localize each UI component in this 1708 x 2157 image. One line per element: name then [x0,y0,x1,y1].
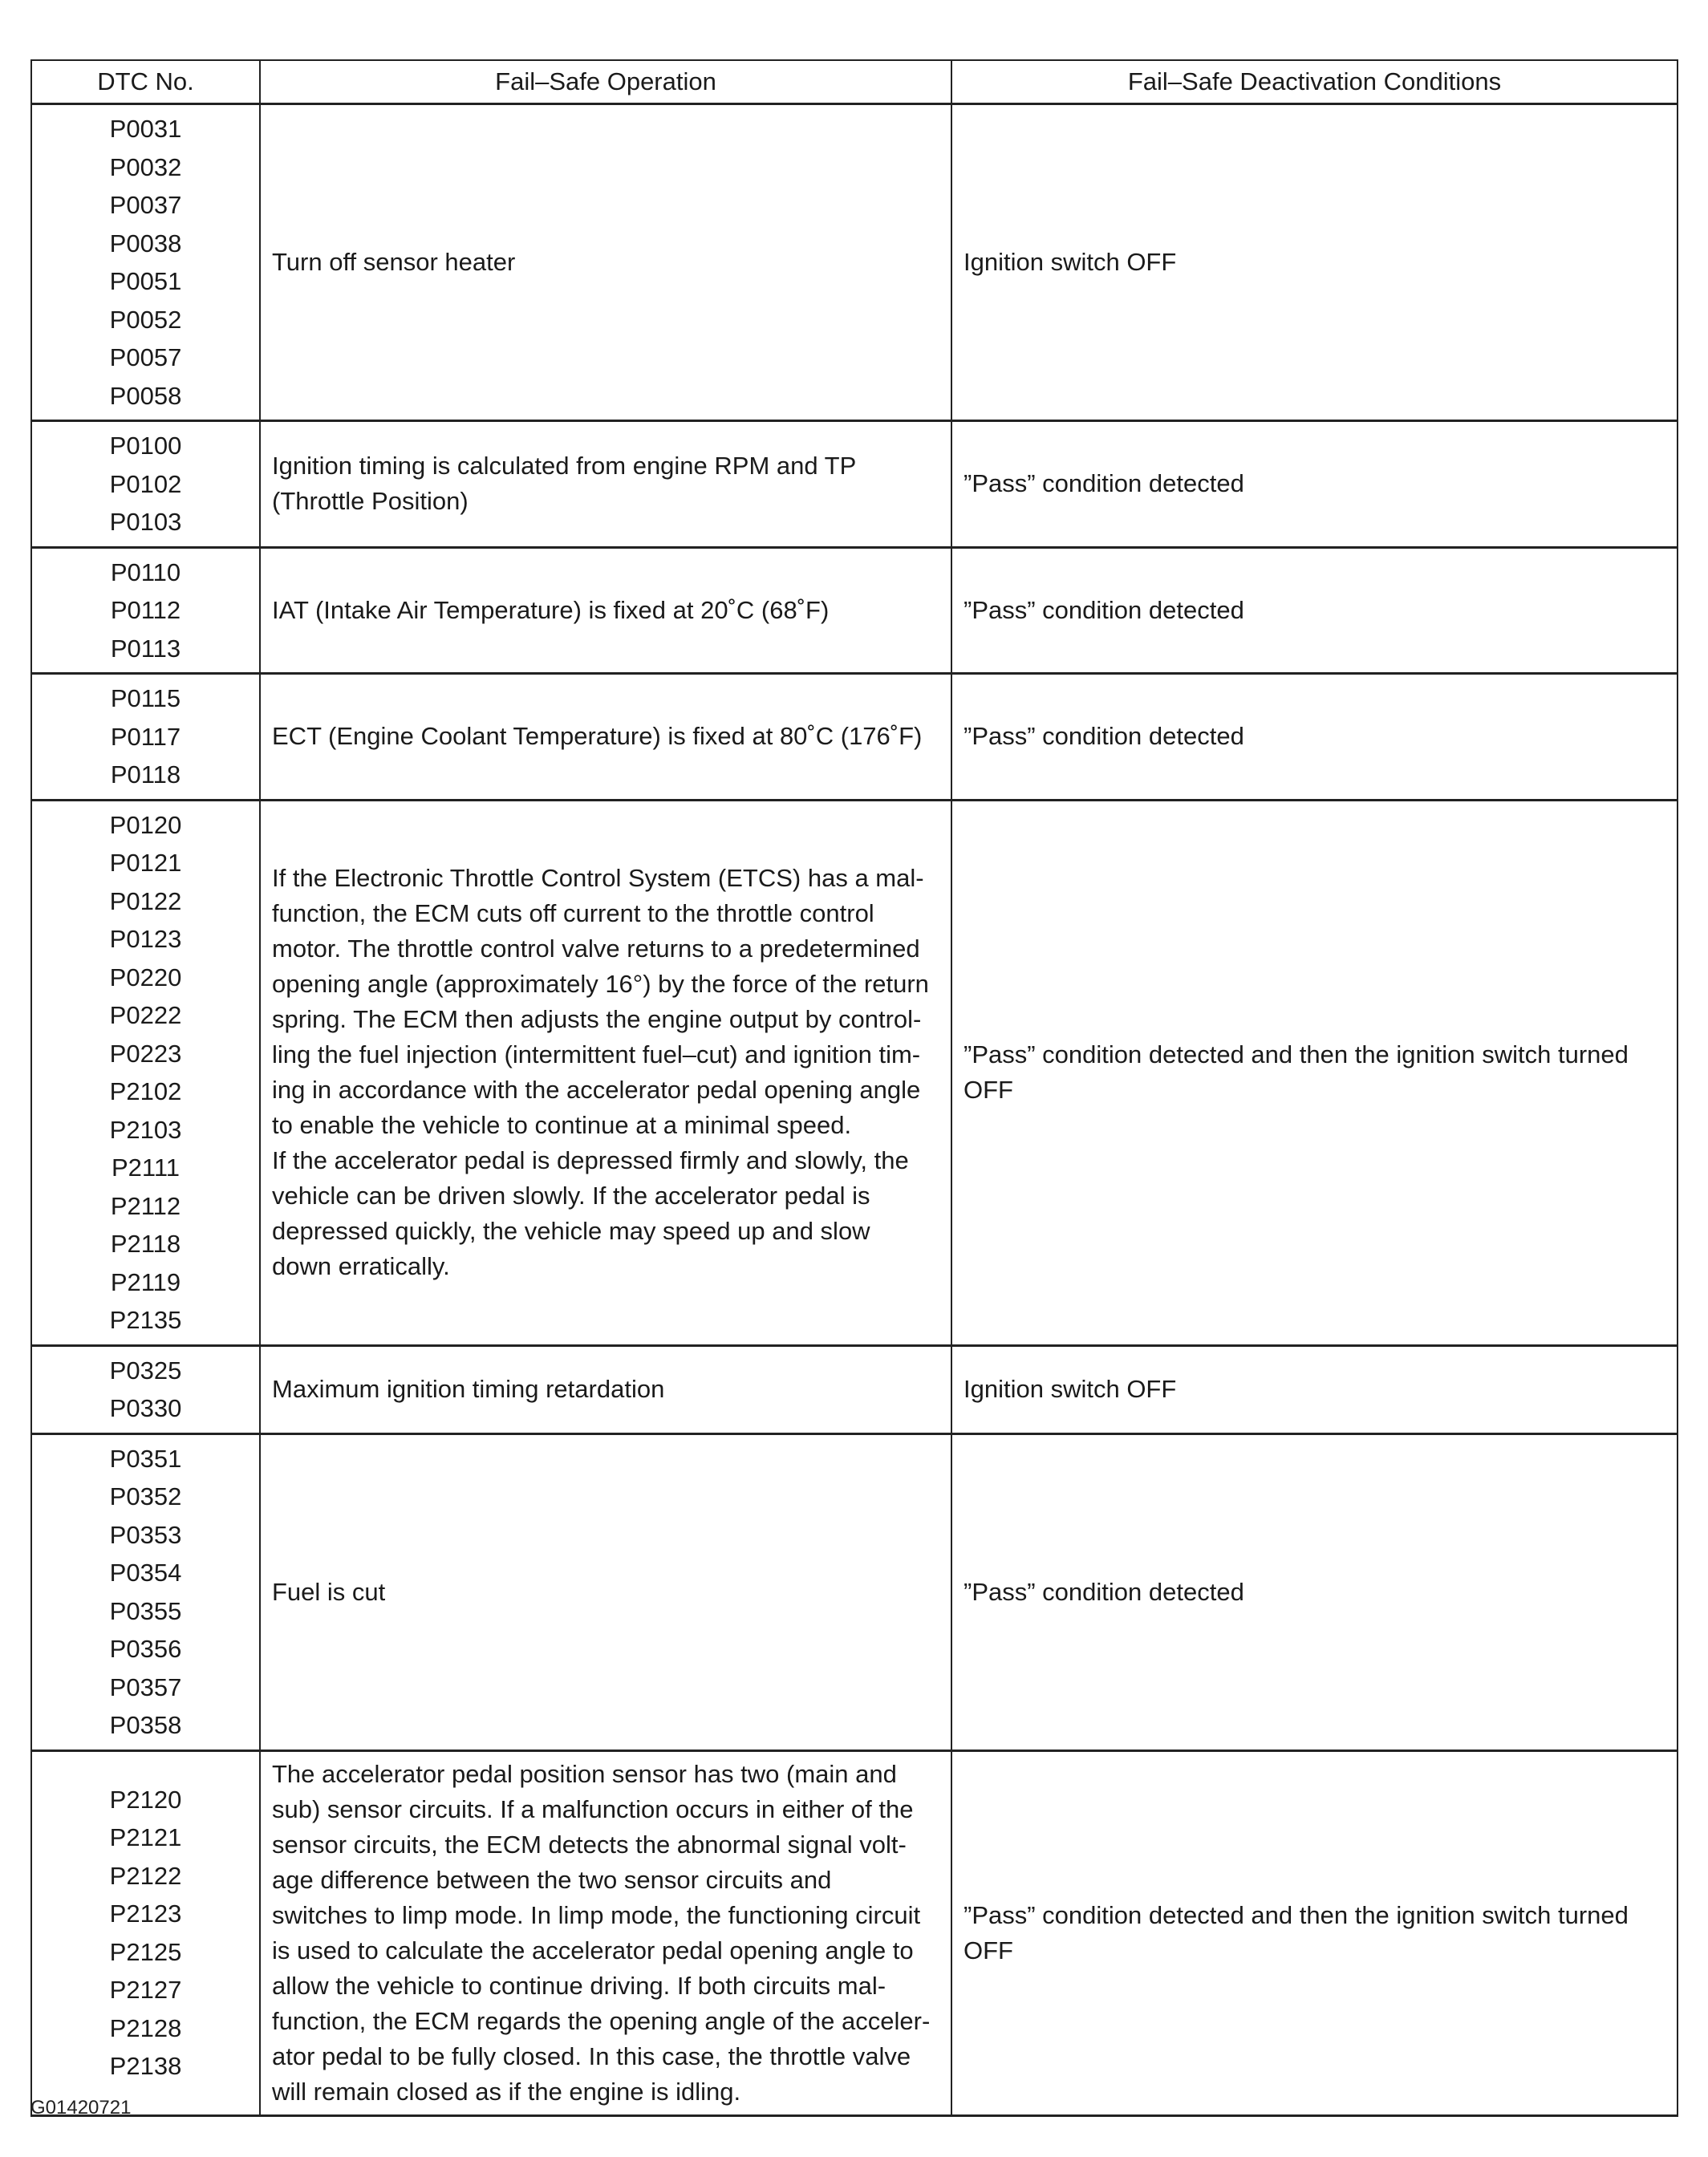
dtc-code: P0352 [109,1482,182,1510]
table-row [31,421,1678,548]
dtc-code: P0115 [110,684,181,712]
dtc-code: P0103 [109,508,182,536]
deactivation-condition-cell: Ignition switch OFF [951,104,1678,421]
figure-id: G01420721 [30,2097,132,2118]
dtc-code: P0112 [110,596,181,624]
dtc-code: P0353 [109,1520,182,1549]
dtc-code: P0120 [109,810,182,839]
header-fail-safe-operation: Fail–Safe Operation [260,60,951,104]
deactivation-condition-cell: Ignition switch OFF [951,1345,1678,1433]
document-page [30,59,1677,2117]
table-body [31,104,1678,2116]
table-row [31,800,1678,1345]
dtc-codes-cell [31,1433,260,1750]
table-header-row [31,60,1678,104]
dtc-code: P0222 [109,1001,182,1029]
fail-safe-operation-cell: Fuel is cut [260,1433,951,1750]
fail-safe-operation-cell: ECT (Engine Coolant Temperature) is fixed at 80˚C (176˚F) [260,674,951,801]
dtc-code: P0038 [109,229,182,257]
table-row [31,1750,1678,2115]
dtc-code: P0102 [109,469,182,498]
dtc-code: P0122 [109,886,182,915]
dtc-code: P0358 [109,1711,182,1739]
dtc-code: P0357 [109,1672,182,1701]
header-dtc-no: DTC No. [31,60,260,104]
dtc-code: P0110 [110,557,181,586]
dtc-code: P2111 [111,1154,181,1182]
table-row [31,1345,1678,1433]
fail-safe-operation-cell: Ignition timing is calculated from engine RPM and TP (Throttle Position) [260,421,951,548]
dtc-code: P2138 [109,2052,182,2080]
dtc-codes-cell [31,1750,260,2115]
dtc-code: P0117 [110,722,181,751]
deactivation-condition-cell: ”Pass” condition detected and then the ignition switch turned OFF [951,800,1678,1345]
dtc-code: P2123 [109,1900,182,1928]
deactivation-condition-cell: ”Pass” condition detected [951,1433,1678,1750]
dtc-codes-cell [31,1345,260,1433]
dtc-code: P2103 [109,1115,182,1144]
deactivation-condition-cell: ”Pass” condition detected [951,421,1678,548]
dtc-code: P0037 [109,191,182,219]
dtc-code: P0058 [109,381,182,410]
dtc-codes-cell [31,104,260,421]
dtc-code: P0057 [109,343,182,371]
dtc-code: P0356 [109,1635,182,1663]
dtc-code: P2119 [110,1267,181,1296]
dtc-code: P0325 [109,1356,182,1385]
dtc-code: P2112 [110,1191,181,1220]
dtc-codes-cell [31,547,260,674]
dtc-code: P2135 [109,1306,182,1334]
fail-safe-operation-cell: Maximum ignition timing retardation [260,1345,951,1433]
dtc-code: P0121 [109,849,182,877]
fail-safe-operation-cell: If the Electronic Throttle Control System (ETCS) has a mal- function, the ECM cuts off current to the throttle control motor. The throttle control valve returns to a predetermined opening angle (approximately 16°) by the force of the return spring. The ECM then adjusts the engine output by control- ling the fuel injection (intermittent fuel–cut) and ignition tim- ing in accordance with the accelerator pedal opening angle to enable the vehicle to continue at a minimal speed. If the accelerator pedal is depressed firmly and slowly, the vehicle can be driven slowly. If the accelerator pedal is depressed quickly, the vehicle may speed up and slow down erratically. [260,800,951,1345]
dtc-code: P0223 [109,1039,182,1068]
deactivation-condition-cell: ”Pass” condition detected [951,547,1678,674]
dtc-code: P0220 [109,963,182,991]
fail-safe-table [30,59,1678,2117]
dtc-code: P0123 [109,925,182,953]
dtc-code: P0100 [109,432,182,460]
dtc-code: P2118 [110,1230,181,1258]
table-row [31,547,1678,674]
dtc-code: P0052 [109,305,182,334]
dtc-code: P0330 [109,1394,182,1422]
header-deactivation-conditions: Fail–Safe Deactivation Conditions [951,60,1678,104]
dtc-code: P0113 [110,634,181,663]
dtc-code: P0354 [109,1559,182,1587]
fail-safe-operation-cell: The accelerator pedal position sensor has two (main and sub) sensor circuits. If a malfunction occurs in either of the sensor circuits, the ECM detects the abnormal signal volt- age difference between the two sensor circuits and switches to limp mode. In limp mode, the functioning circuit is used to calculate the accelerator pedal opening angle to allow the vehicle to continue driving. If both circuits mal- function, the ECM regards the opening angle of the acceler- ator pedal to be fully closed. In this case, the throttle valve will remain closed as if the engine is idling. [260,1750,951,2115]
dtc-code: P2128 [109,2013,182,2042]
dtc-codes-cell [31,800,260,1345]
fail-safe-operation-cell: Turn off sensor heater [260,104,951,421]
dtc-code: P0032 [109,152,182,181]
dtc-code: P0051 [109,267,182,295]
dtc-code: P0355 [109,1596,182,1625]
dtc-code: P2122 [109,1861,182,1890]
dtc-codes-cell [31,421,260,548]
deactivation-condition-cell: ”Pass” condition detected and then the ignition switch turned OFF [951,1750,1678,2115]
table-row [31,674,1678,801]
dtc-code: P2127 [109,1976,182,2004]
dtc-code: P2102 [109,1077,182,1105]
deactivation-condition-cell: ”Pass” condition detected [951,674,1678,801]
dtc-code: P0031 [109,115,182,143]
dtc-code: P2125 [109,1937,182,1966]
dtc-code: P2121 [109,1823,182,1851]
table-row [31,1433,1678,1750]
dtc-code: P2120 [109,1785,182,1814]
dtc-code: P0351 [109,1444,182,1473]
dtc-code: P0118 [110,760,181,789]
fail-safe-operation-cell: IAT (Intake Air Temperature) is fixed at 20˚C (68˚F) [260,547,951,674]
table-row [31,104,1678,421]
dtc-codes-cell [31,674,260,801]
